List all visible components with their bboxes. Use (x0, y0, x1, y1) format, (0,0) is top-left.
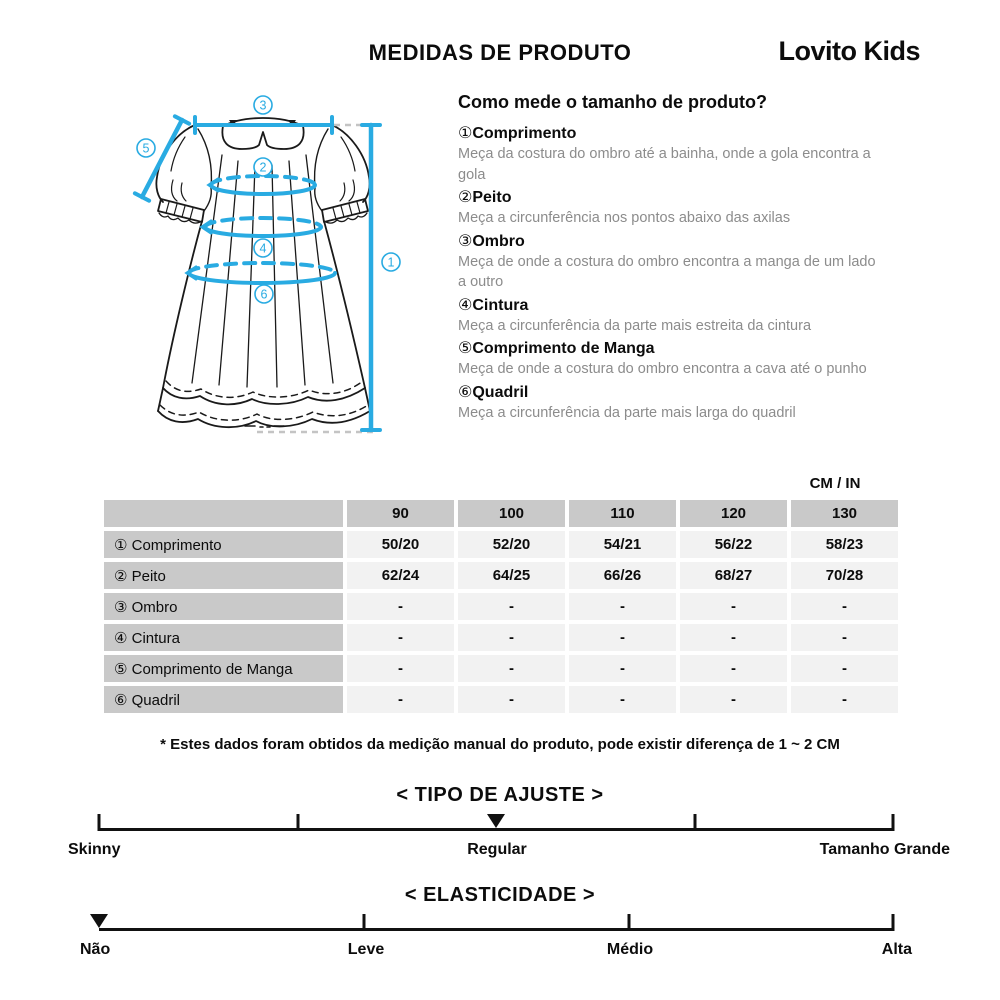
guide-term-label: Quadril (472, 383, 529, 401)
table-cell: - (680, 686, 787, 713)
size-column-header: 130 (791, 500, 898, 527)
guide-term-quadril (458, 382, 884, 403)
fit-type-scale (99, 814, 893, 831)
row-label (104, 624, 343, 651)
measurement-disclaimer: * Estes dados foram obtidos da medição manual do produto, pode existir diferença de 1 ~ 2 CM (160, 736, 840, 753)
table-cell: - (791, 624, 898, 651)
table-cell: 70/28 (791, 562, 898, 589)
circled-number: ④ (114, 629, 128, 647)
circled-number: ⑤ (114, 660, 128, 678)
guide-desc-comprimento: Meça da costura do ombro até a bainha, onde a gola encontra a gola (458, 146, 871, 183)
row-label-text: Comprimento de Manga (131, 660, 293, 678)
callout-4: 4 (259, 241, 267, 256)
table-cell: - (680, 655, 787, 682)
scale-line (99, 928, 893, 931)
guide-desc-peito: Meça a circunferência nos pontos abaixo das axilas (458, 210, 791, 226)
table-cell: - (680, 593, 787, 620)
size-column-header: 100 (458, 500, 565, 527)
scale-line (99, 828, 893, 831)
table-row (104, 593, 898, 620)
table-row (104, 531, 898, 558)
circled-number: ③ (114, 598, 128, 616)
circled-number: ⑥ (114, 691, 128, 709)
circled-number: ② (458, 189, 473, 206)
page-title: MEDIDAS DE PRODUTO (368, 40, 632, 65)
scale-tick (892, 914, 895, 931)
guide-term-label: Ombro (472, 232, 525, 250)
row-label-text: Cintura (131, 629, 180, 647)
guide-term-cintura (458, 295, 884, 316)
guide-term-comprimento (458, 123, 884, 144)
guide-term-peito (458, 187, 884, 208)
elasticity-label-medio: Médio (606, 941, 654, 958)
table-row (104, 562, 898, 589)
circled-number: ① (114, 536, 128, 554)
table-cell: - (347, 593, 454, 620)
elasticity-label-alta: Alta (881, 941, 912, 958)
table-row (104, 655, 898, 682)
guide-term-label: Peito (472, 189, 512, 206)
fit-label-regular: Regular (467, 841, 527, 858)
table-cell: - (569, 686, 676, 713)
table-cell: - (458, 593, 565, 620)
fit-type-title: < TIPO DE AJUSTE > (396, 784, 604, 806)
table-cell: 66/26 (569, 562, 676, 589)
table-cell: - (458, 624, 565, 651)
row-label (104, 562, 343, 589)
size-column-header: 90 (347, 500, 454, 527)
scale-tick (892, 814, 895, 831)
row-label (104, 531, 343, 558)
table-cell: - (458, 655, 565, 682)
table-cell: 54/21 (569, 531, 676, 558)
table-row (104, 624, 898, 651)
scale-tick (98, 814, 101, 831)
size-column-header: 110 (569, 500, 676, 527)
circled-number: ③ (458, 232, 473, 250)
table-cell: - (680, 624, 787, 651)
fit-label-skinny: Skinny (68, 841, 121, 858)
guide-term-label: Cintura (472, 296, 529, 314)
scale-tick (628, 914, 631, 931)
table-cell: - (569, 655, 676, 682)
unit-label: CM / IN (809, 475, 861, 492)
fit-label-tamanho-grande: Tamanho Grande (819, 841, 950, 858)
row-label (104, 655, 343, 682)
row-label-text: Ombro (131, 598, 178, 616)
measure-guide (458, 92, 884, 423)
callout-1: 1 (387, 255, 395, 270)
table-header-row (104, 500, 898, 527)
callout-6: 6 (260, 287, 268, 302)
guide-term-label: Comprimento (472, 125, 577, 142)
table-cell: 50/20 (347, 531, 454, 558)
table-cell: 52/20 (458, 531, 565, 558)
callout-3: 3 (259, 98, 267, 113)
guide-term-manga (458, 338, 884, 359)
table-cell: 56/22 (680, 531, 787, 558)
scale-tick (693, 814, 696, 831)
table-cell: 64/25 (458, 562, 565, 589)
scale-tick (363, 914, 366, 931)
table-cell: - (347, 655, 454, 682)
table-cell: 58/23 (791, 531, 898, 558)
elasticity-label-nao: Não (80, 941, 111, 958)
table-cell: - (791, 593, 898, 620)
elasticity-scale (99, 914, 893, 931)
guide-desc-cintura: Meça a circunferência da parte mais estreita da cintura (458, 317, 812, 334)
row-label-text: Comprimento (131, 536, 222, 554)
guide-term-ombro (458, 231, 884, 252)
guide-desc-quadril: Meça a circunferência da parte mais larga do quadril (458, 404, 796, 421)
circled-number: ⑥ (458, 383, 473, 401)
table-cell: - (569, 593, 676, 620)
size-table (100, 496, 902, 717)
row-label-text: Quadril (131, 691, 180, 709)
elasticity-marker-icon (90, 914, 108, 928)
guide-desc-manga: Meça de onde a costura do ombro encontra a cava até o punho (458, 361, 867, 377)
table-cell: - (569, 624, 676, 651)
table-row (104, 686, 898, 713)
elasticity-title: < ELASTICIDADE > (404, 884, 596, 906)
scale-tick (296, 814, 299, 831)
circled-number: ⑤ (458, 340, 473, 357)
row-label-text: Peito (131, 567, 166, 585)
guide-heading: Como mede o tamanho de produto? (458, 92, 767, 112)
row-label (104, 593, 343, 620)
guide-desc-ombro: Meça de onde a costura do ombro encontra a manga de um lado a outro (458, 253, 876, 290)
table-cell: - (458, 686, 565, 713)
circled-number: ② (114, 567, 128, 585)
fit-marker-icon (487, 814, 505, 828)
callout-5: 5 (142, 141, 150, 156)
size-column-header: 120 (680, 500, 787, 527)
table-cell: - (347, 686, 454, 713)
table-cell: - (791, 655, 898, 682)
row-label (104, 686, 343, 713)
circled-number: ④ (458, 296, 473, 314)
guide-term-label: Comprimento de Manga (472, 340, 655, 357)
elasticity-label-leve: Leve (347, 941, 385, 958)
brand-logo: Lovito Kids (778, 36, 920, 66)
circled-number: ① (458, 125, 473, 142)
table-cell: 62/24 (347, 562, 454, 589)
table-corner-cell (104, 500, 343, 527)
table-cell: - (347, 624, 454, 651)
table-cell: 68/27 (680, 562, 787, 589)
dress-measurement-diagram (70, 85, 440, 460)
table-cell: - (791, 686, 898, 713)
callout-2: 2 (259, 160, 267, 175)
